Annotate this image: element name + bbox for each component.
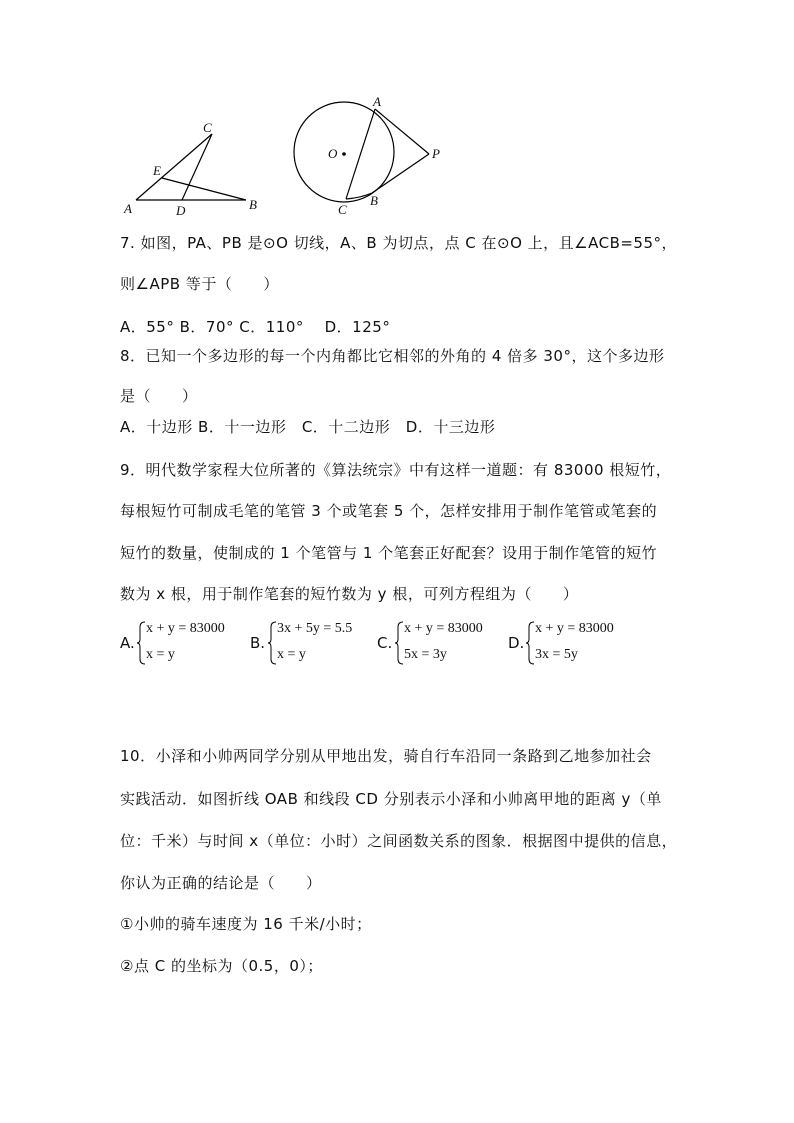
q8-line-1: 8．已知一个多边形的每一个内角都比它相邻的外角的 4 倍多 30°，这个多边形 [120, 347, 665, 365]
brace-icon [394, 621, 404, 665]
tangent-pa [375, 109, 429, 154]
circle-label-b: B [370, 193, 378, 208]
q9-line-4: 数为 x 根，用于制作笔套的短竹数为 y 根，可列方程组为（ ） [120, 585, 579, 603]
q9-option-c [377, 618, 502, 670]
q8-line-2: 是（ ） [120, 387, 198, 405]
brace-icon [525, 621, 535, 665]
equation-1: 3x + 5y = 5.5 [277, 621, 353, 636]
triangle-label-b: B [249, 197, 257, 212]
q10-item-2: ②点 C 的坐标为（0.5，0）； [120, 957, 323, 975]
circle-label-a: A [373, 94, 381, 109]
q9-line-1: 9．明代数学家程大位所著的《算法统宗》中有这样一道题：有 83000 根短竹， [120, 461, 672, 479]
equation-2: 5x = 3y [404, 647, 447, 662]
q10-line-2: 实践活动．如图折线 OAB 和线段 CD 分别表示小泽和小帅离甲地的距离 y（单 [120, 790, 662, 808]
tangent-pb [372, 154, 429, 193]
triangle-label-e: E [153, 163, 161, 178]
equation-1: x + y = 83000 [146, 621, 225, 636]
q7-line-1: 7. 如图，PA、PB 是⊙O 切线，A、B 为切点，点 C 在⊙O 上，且∠ACB=55°， [120, 234, 678, 252]
triangle-label-d: D [176, 203, 186, 218]
q7-options: A．55° B．70° C．110° D．125° [120, 318, 391, 336]
q10-line-4: 你认为正确的结论是（ ） [120, 874, 322, 892]
center-dot [342, 152, 346, 156]
option-letter: C. [377, 634, 393, 652]
equation-1: x + y = 83000 [535, 621, 614, 636]
circle-label-c: C [338, 202, 347, 217]
brace-icon [267, 621, 277, 665]
q10-line-3: 位：千米）与时间 x（单位：小时）之间函数关系的图象．根据图中提供的信息， [120, 832, 678, 850]
q9-option-b [250, 618, 370, 670]
q10-line-1: 10．小泽和小帅两同学分别从甲地出发，骑自行车沿同一条路到乙地参加社会 [120, 747, 652, 765]
option-letter: A. [120, 634, 135, 652]
equation-2: 3x = 5y [535, 647, 578, 662]
q8-options: A．十边形 B．十一边形 C．十二边形 D．十三边形 [120, 418, 496, 436]
triangle-label-c: C [203, 120, 212, 135]
q9-line-2: 每根短竹可制成毛笔的笔管 3 个或笔套 5 个，怎样安排用于制作笔管或笔套的 [120, 502, 658, 520]
q9-option-a [120, 618, 240, 670]
option-letter: D. [508, 634, 525, 652]
brace-icon [136, 621, 146, 665]
triangle-label-a: A [124, 201, 132, 216]
q9-option-d [508, 618, 633, 670]
circle-label-p: P [432, 146, 440, 161]
chord-ac [346, 109, 375, 199]
circle-label-o: O [328, 146, 338, 161]
equation-2: x = y [277, 647, 306, 662]
q10-item-1: ①小帅的骑车速度为 16 千米/小时； [120, 915, 372, 933]
equation-1: x + y = 83000 [404, 621, 483, 636]
equation-2: x = y [146, 647, 175, 662]
circle-o [294, 102, 394, 202]
q9-line-3: 短竹的数量，使制成的 1 个笔管与 1 个笔套正好配套？设用于制作笔管的短竹 [120, 544, 658, 562]
q7-line-2: 则∠APB 等于（ ） [120, 275, 279, 293]
option-letter: B. [250, 634, 266, 652]
